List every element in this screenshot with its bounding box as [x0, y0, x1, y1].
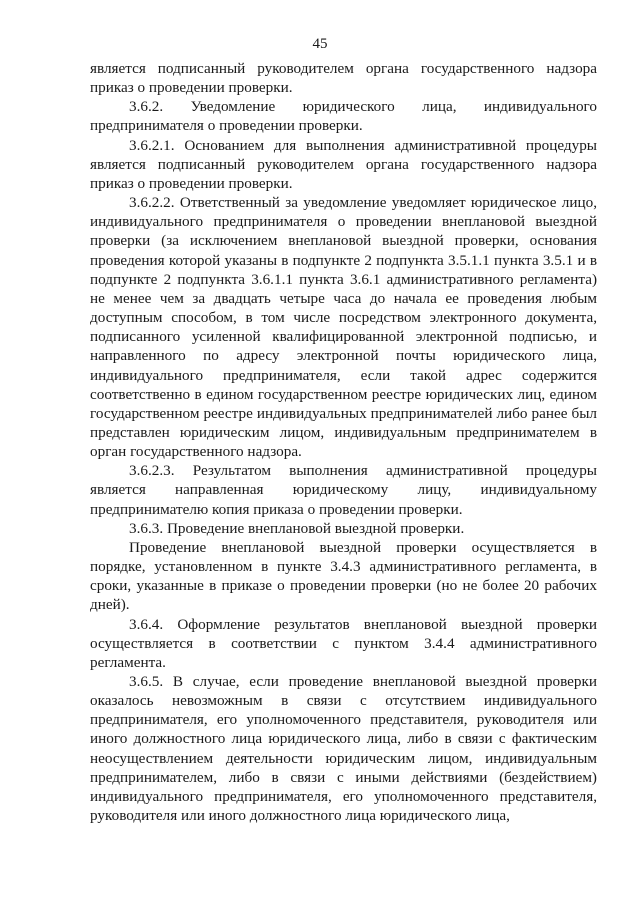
paragraph-3-6-3: 3.6.3. Проведение внеплановой выездной проверки. [129, 519, 465, 537]
paragraph-3-6-2-1: 3.6.2.1. Основанием для выполнения административной процедуры является подписанный руководителем органа государственного надзора приказ о проведении проверки. [90, 136, 597, 192]
paragraph-3-6-3-body: Проведение внеплановой выездной проверки осуществляется в порядке, установленном в пункте 3.4.3 административного регламента, в сроки, указанные в приказе о проведении проверки (но не более 20 рабочих дней). [90, 538, 597, 614]
document-body [90, 59, 597, 825]
paragraph-continuation: является подписанный руководителем органа государственного надзора приказ о проведении проверки. [90, 60, 597, 97]
paragraph-3-6-5: 3.6.5. В случае, если проведение внеплановой выездной проверки оказалось невозможным в связи с отсутствием индивидуального предпринимателя, его уполномоченного представителя, руководителя или иного должностного лица юридического лица, либо в связи с фактическим неосуществлением деятельности юридическим лицом, индивидуальным предпринимателем, либо в связи с иными действиями (бездействием) индивидуального предпринимателя, его уполномоченного представителя, руководителя или иного должностного лица юридического лица, [90, 673, 597, 825]
paragraph-3-6-2-3: 3.6.2.3. Результатом выполнения административной процедуры является направленная юридическому лицу, индивидуальному предпринимателю копия приказа о проведении проверки. [90, 462, 597, 518]
paragraph-3-6-2-2: 3.6.2.2. Ответственный за уведомление уведомляет юридическое лицо, индивидуального предпринимателя о проведении внеплановой выездной проверки (за исключением внеплановой выездной проверки, основания проведения которой указаны в подпункте 2 подпункта 3.5.1.1 пункта 3.5.1 и в подпункте 2 подпункта 3.6.1.1 пункта 3.6.1 административного регламента) не менее чем за двадцать четыре часа до начала ее проведения любым доступным способом, в том числе посредством электронного документа, подписанного усиленной квалифицированной электронной подписью, и направленного по адресу электронной почты юридического лица, индивидуального предпринимателя, если такой адрес содержится соответственно в едином государственном реестре юридических лиц, едином государственном реестре индивидуальных предпринимателей либо ранее был представлен юридическим лицом, индивидуальным предпринимателем в орган государственного надзора. [90, 194, 597, 461]
page-number: 45 [312, 36, 328, 52]
paragraph-3-6-4: 3.6.4. Оформление результатов внеплановой выездной проверки осуществляется в соответствии с пунктом 3.4.4 административного регламента. [90, 615, 597, 671]
paragraph-3-6-2: 3.6.2. Уведомление юридического лица, индивидуального предпринимателя о проведении проверки. [90, 98, 597, 135]
